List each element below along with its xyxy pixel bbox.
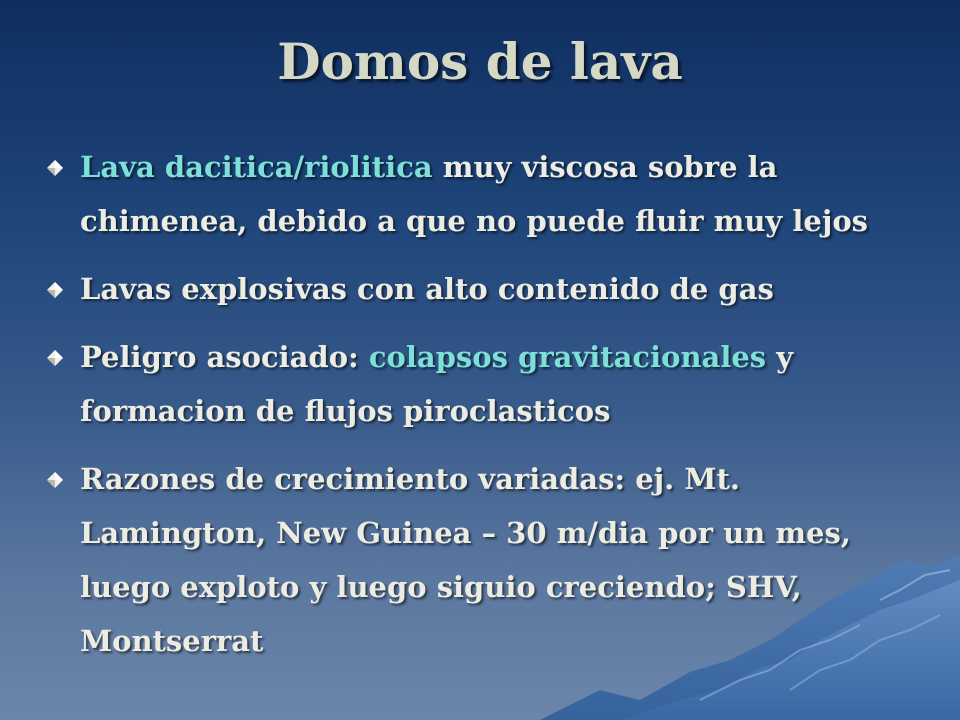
diamond-bullet-icon [46,349,64,367]
bullet-item [42,452,932,668]
diamond-bullet-icon [46,159,64,177]
bullet-text: y formacion de flujos piroclasticos [80,340,794,428]
diamond-bullet-icon [46,471,64,489]
slide-title: Domos de lava [277,32,683,91]
bullet-text: Lavas explosivas con alto contenido de gas [80,272,774,306]
bullet-text: Razones de crecimiento variadas: ej. Mt. Lamington, New Guinea – 30 m/dia por un mes, luego exploto y luego siguio creciendo; SHV, Montserrat [80,462,851,658]
bullet-item [42,330,932,438]
bullet-text: muy viscosa sobre la chimenea, debido a que no puede fluir muy lejos [80,150,869,238]
bullet-text: Peligro asociado: [80,340,369,374]
diamond-bullet-icon [46,281,64,299]
highlighted-term: colapsos gravitacionales [368,340,767,374]
highlighted-term: Lava dacitica/riolitica [80,150,433,184]
bullet-item [42,140,932,248]
bullet-list [42,140,932,682]
bullet-item [42,262,932,316]
